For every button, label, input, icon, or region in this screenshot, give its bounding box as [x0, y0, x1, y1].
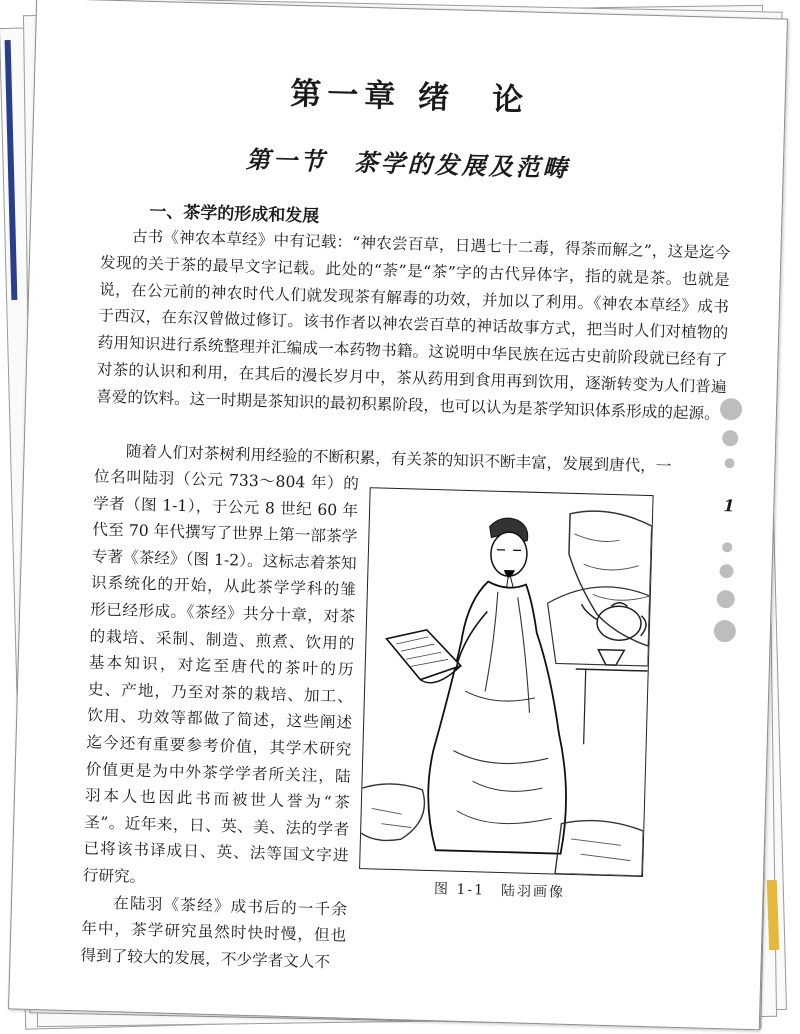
paragraph-3-text: 在陆羽《茶经》成书后的一千余年中，茶学研究虽然时快时慢，但也得到了较大的发展，不少学者文人不 — [80, 893, 348, 971]
paragraph-2-start-text: 随着人们对茶树利用经验的不断积累，有关茶的知识不断丰富，发展到唐代，一 — [125, 442, 672, 476]
edge-marker-dot — [724, 458, 734, 468]
book-page — [8, 0, 788, 1030]
figure-lu-yu-portrait — [359, 487, 654, 877]
figure-caption: 图 1-1 陆羽画像 — [433, 881, 566, 901]
edge-marker-dot — [719, 564, 733, 578]
wrapped-text-column — [80, 464, 359, 976]
edge-marker-dot — [714, 620, 737, 643]
subheading: 一、茶学的形成和发展 — [149, 201, 320, 227]
paragraph-2-wrap-text: 位名叫陆羽（公元 733～804 年）的学者（图 1-1），于公元 8 世纪 60 年代至 70 年代撰写了世界上第一部茶学专著《茶经》（图 1-2）。这标志着茶知识系统化的开始，从此茶学学科的雏形已经形成。《茶经》共分十章，对茶的栽培、采制、制造、煎煮、饮用的基本知识，对迄至唐代的茶叶的历史、产地，乃至对茶的栽培、加工、饮用、功效等都做了简述，这些阐述迄今还有重要参考价值，其学术研究价值更是为中外茶学学者所关注，陆羽本人也因此书而被世人誉为“茶圣”。近年来，日、英、美、法的学者已将该书译成日、英、法等国文字进行研究。 — [82, 467, 360, 886]
page-number: 1 — [723, 496, 735, 516]
paragraph-1-text: 古书《神农本草经》中有记载：“神农尝百草，日遇七十二毒，得荼而解之”，这是迄今发现的关于茶的最早文字记载。此处的“荼”是“茶”字的古代异体字，指的就是茶。也就是说，在公元前的神农时代人们就发现茶有解毒的功效，并加以了利用。《神农本草经》成书于西汉，在东汉曾做过修订。该书作者以神农尝百草的神话故事方式，把当时人们对植物的药用知识进行系统整理并汇编成一本药物书籍。这说明中华民族在远古史前阶段就已经有了对茶的认识和利用，在其后的漫长岁月中，茶从药用到食用再到饮用，逐渐转变为人们普遍喜爱的饮料。这一时期是茶知识的最初积累阶段，也可以认为是茶学知识体系形成的起源。 — [95, 227, 731, 423]
section-title: 第一节 茶学的发展及范畴 — [245, 144, 571, 183]
edge-marker-dot — [720, 398, 743, 421]
portrait-illustration — [360, 488, 653, 876]
edge-marker-dot — [722, 430, 738, 446]
page-edge-markers — [710, 398, 747, 643]
edge-marker-dot — [722, 542, 732, 552]
chapter-title: 第一章 绪 论 — [289, 75, 530, 119]
edge-marker-dot — [717, 590, 735, 608]
paragraph-1 — [96, 223, 731, 428]
